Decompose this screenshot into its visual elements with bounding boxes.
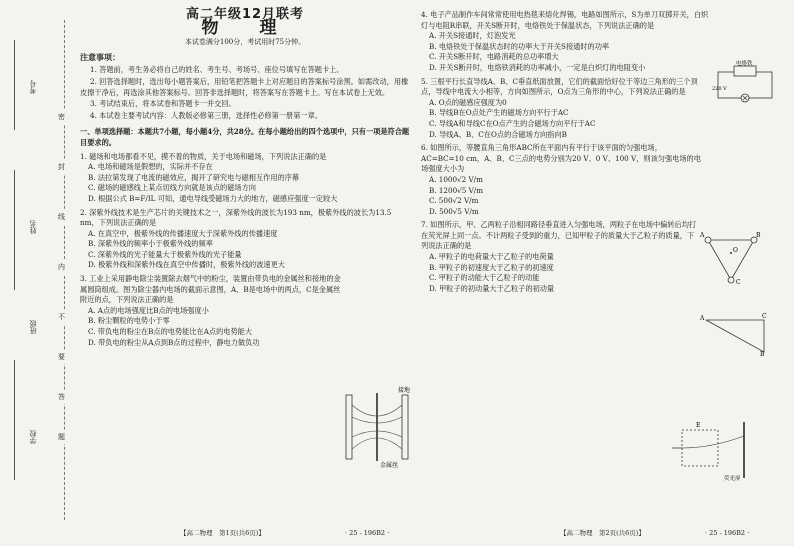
notice-item: 3. 考试结束后，将本试卷和答题卡一并交回。	[90, 99, 236, 109]
option: C. 深紫外线的光子能量大于极紫外线的光子能量	[88, 249, 242, 259]
vertex-b-label: B	[760, 351, 765, 356]
seal-word: 题	[58, 430, 65, 444]
school-line	[14, 360, 15, 480]
option: C. 甲粒子的动能大于乙粒子的动能	[429, 273, 540, 283]
option: A. 1000√2 V/m	[429, 174, 483, 184]
exam-no-line	[14, 40, 15, 130]
question-stem: 3. 工业上采用静电除尘装置除去烟气中的粉尘，装置由带负电的金属丝和接地的金属圆筒组成。图为除尘器内电场的截面示意图，A、B是电场中的两点，C是金属丝附近的点，下列说法正确的是	[80, 274, 341, 305]
option: B. 法拉第发现了电流的磁效应，揭开了研究电与磁相互作用的序幕	[88, 172, 300, 182]
footer-right-label: 【高二物理 第2页(共6页)】	[560, 529, 645, 537]
screen-label: 荧光屏	[724, 476, 741, 482]
question-stem: 7. 如图所示，甲、乙两粒子沿相同路径垂直进入匀强电场，两粒子在电场中偏转后均打在荧光屏上同一点。不计两粒子受到的重力，已知甲粒子的质量大于乙粒子的质量，下列说法正确的是	[421, 220, 697, 251]
option: A. A点的电场强度比B点的电场强度小	[88, 305, 209, 315]
score-line: 本试卷满分100分，考试用时75分钟。	[184, 38, 306, 47]
point-a-label: A	[700, 232, 705, 239]
question-stem: 1. 磁场和电场都看不见，摸不着的物质，关于电场和磁场，下列说法正确的是	[80, 151, 327, 161]
option: B. 粉尘颗粒的电势小于零	[88, 316, 170, 326]
footer-left-code: · 25 - 196B2 ·	[345, 529, 390, 537]
question-3	[80, 274, 342, 348]
question-stem: 4. 电子产品制作车间常常使用电热毯来熔化焊锡，电路如图所示，S为单刀双掷开关，白炽灯与电阻R串联，开关S断开时，电烙铁处于保温状态，下列说法正确的是	[421, 10, 709, 30]
option: B. 导线B在O点处产生的磁场方向平行于AC	[429, 108, 569, 118]
footer-right-code: · 25 - 196B2 ·	[705, 529, 750, 537]
option: D. 500√5 V/m	[429, 206, 479, 216]
exam-no-label: 考号	[29, 80, 37, 94]
option: B. 甲粒子的初速度大于乙粒子的初速度	[429, 262, 554, 272]
seal-word: 内	[58, 260, 65, 274]
point-c-label: C	[736, 279, 741, 286]
seal-word: 线	[58, 210, 65, 224]
footer-left-label: 【高二物理 第1页(共6页)】	[180, 529, 265, 537]
point-b-label: B	[756, 232, 761, 239]
seal-word: 答	[58, 390, 65, 404]
seal-word: 不	[58, 310, 65, 324]
exam-title: 高二年级12月联考	[185, 7, 305, 22]
vertex-a-label: A	[700, 315, 705, 322]
class-label: 班级	[29, 320, 37, 334]
binding-strip	[6, 20, 76, 520]
seal-word: 要	[58, 350, 65, 364]
option: B. 深紫外线的频率小于极紫外线的频率	[88, 239, 213, 249]
option: D. 开关S断开时，电烙铁消耗的功率减小，一定是白炽灯的电阻变小	[429, 62, 646, 72]
notice-block	[80, 53, 410, 122]
option: A. 开关S接通时，灯泡发光	[429, 31, 516, 41]
seal-word: 密	[58, 110, 65, 124]
point-o-label: O	[733, 247, 738, 254]
notice-item: 4. 本试卷主要考试内容：人教版必修第三册，选择性必修第一册第一章。	[90, 110, 322, 120]
question-1	[80, 152, 410, 205]
seal-word: 封	[58, 160, 65, 174]
option: A. O点的磁感应强度为0	[429, 97, 507, 107]
iron-label: 电烙铁	[736, 61, 753, 67]
left-column	[80, 7, 410, 348]
q4-circuit-figure	[712, 60, 778, 104]
option: C. 磁场的磁感线上某点切线方向就是该点的磁场方向	[88, 183, 256, 193]
option: A. 电场和磁场是假想的，实际并不存在	[88, 162, 213, 172]
question-2	[80, 208, 410, 272]
field-label: E	[696, 422, 701, 429]
notice-heading: 注意事项：	[80, 52, 120, 62]
question-stem: 2. 深紫外线技术是生产芯片的关键技术之一，深紫外线的波长为193 nm，极紫外线的波长为13.5 nm，下列说法正确的是	[80, 207, 392, 228]
q3-precipitator-figure	[340, 385, 414, 469]
option: D. 导线A、B、C在O点的合磁场方向指向B	[429, 129, 567, 139]
question-7	[421, 220, 701, 294]
ground-label: 接地	[398, 387, 411, 394]
option: C. 500√2 V/m	[429, 196, 479, 206]
option: A. 甲粒子的电荷量大于乙粒子的电荷量	[429, 252, 554, 262]
option: A. 在真空中，极紫外线的传播速度大于深紫外线的传播速度	[88, 228, 278, 238]
question-6	[421, 143, 701, 217]
vertex-c-label: C	[762, 313, 767, 320]
q7-deflection-figure	[672, 418, 756, 482]
name-label: 姓名	[29, 220, 37, 234]
option: C. 导线A和导线C在O点产生的合磁场方向平行于AC	[429, 118, 596, 128]
option: D. 根据公式 B=F/IL 可知，通电导线受磁场力大的地方，磁感应强度一定较大	[88, 193, 338, 203]
section-heading: 一、单项选择题：本题共7小题，每小题4分，共28分。在每小题给出的四个选项中，只有一项是符合题目要求的。	[80, 127, 410, 147]
option: D. 带负电的粉尘从A点到B点的过程中，静电力做负功	[88, 337, 260, 347]
option: B. 1200√5 V/m	[429, 185, 484, 195]
option: D. 甲粒子的初动量大于乙粒子的初动量	[429, 283, 555, 293]
option: C. 开关S断开时，电路消耗的总功率增大	[429, 52, 559, 62]
q5-wires-figure	[700, 228, 762, 286]
option: B. 电烙铁处于保温状态时的功率大于开关S接通时的功率	[429, 41, 610, 51]
question-stem: 5. 三根平行长直导线A、B、C垂直纸面放置，它们的截面恰好位于等边三角形的三个顶点，导线中电流大小相等，方向如图所示，O点为三角形的中心，下列说法正确的是	[421, 76, 698, 97]
option: D. 极紫外线和深紫外线在真空中传播时，极紫外线的波速更大	[88, 260, 285, 270]
source-label: 220 V	[712, 86, 727, 92]
question-5	[421, 77, 701, 141]
question-stem: 6. 如图所示，等腰直角三角形ABC所在平面内有平行于该平面的匀强电场，AC=BC=10 cm，A、B、C三点的电势分别为20 V、0 V、100 V，则该匀强电场的电场强度大小为	[421, 143, 701, 174]
q6-triangle-figure	[700, 312, 770, 356]
subject-title: 物 理	[201, 17, 289, 38]
name-line	[14, 170, 15, 290]
notice-item: 2. 回答选择题时，选出每小题答案后，用铅笔把答题卡上对应题目的答案标号涂黑。如需改动，用橡皮擦干净后，再选涂其他答案标号。回答非选择题时，将答案写在答题卡上。写在本试卷上无效。	[80, 76, 409, 97]
notice-item: 1. 答题前，考生务必将自己的姓名、考生号、考场号、座位号填写在答题卡上。	[90, 65, 344, 75]
school-label: 学校	[29, 430, 37, 444]
option: C. 带负电的粉尘在B点的电势能比在A点的电势能大	[88, 327, 253, 337]
question-4	[421, 10, 711, 74]
wire-label: 金属丝	[380, 462, 399, 469]
